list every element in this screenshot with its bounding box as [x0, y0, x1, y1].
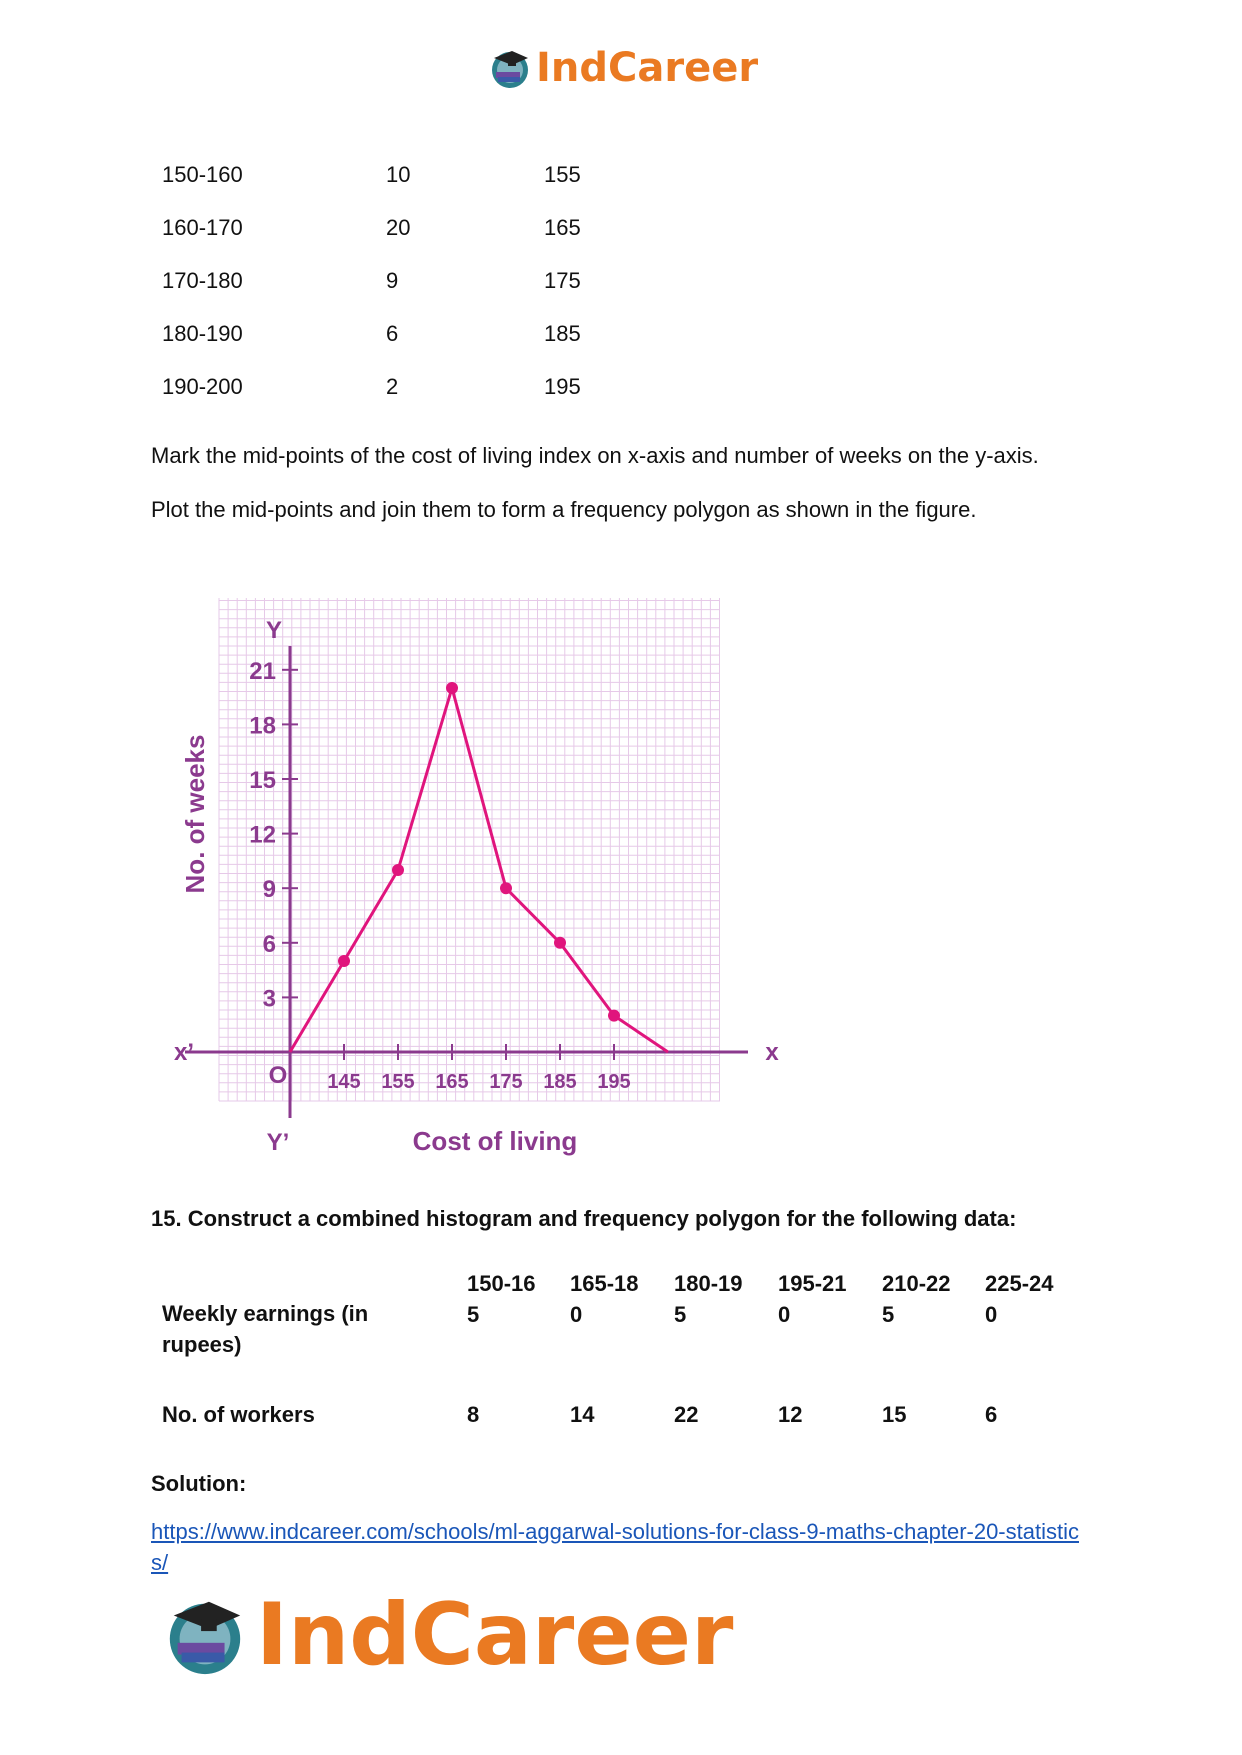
earnings-cell: 225-240: [985, 1271, 1054, 1327]
x-axis-negative-label: x’: [173, 1039, 195, 1066]
x-tick-label: 175: [489, 1071, 523, 1093]
table-cell: 170-180: [162, 268, 243, 293]
y-axis-title: No. of weeks: [180, 734, 210, 894]
x-axis-positive-label: x: [765, 1039, 779, 1066]
table-cell: 2: [386, 374, 399, 399]
table-cell: 195: [544, 374, 581, 399]
header-logo-text: IndCareer: [536, 45, 759, 91]
table-cell: 165: [544, 215, 581, 240]
table-cell: 20: [386, 215, 411, 240]
y-tick-label: 12: [249, 821, 276, 849]
x-tick-label: 185: [543, 1071, 577, 1093]
workers-cell: 22: [674, 1402, 699, 1427]
y-tick-label: 15: [249, 767, 276, 794]
chart-grid: [219, 598, 720, 1101]
row-header-workers: No. of workers: [162, 1402, 315, 1427]
solution-link[interactable]: https://www.indcareer.com/schools/ml-aggarwal-solutions-for-class-9-maths-chapter-20-statistics/: [151, 1519, 1079, 1575]
data-point: [608, 1010, 620, 1022]
y-tick-label: 9: [262, 876, 276, 904]
y-tick-label: 3: [262, 985, 276, 1013]
table-cell: 150-160: [162, 162, 243, 187]
footer-logo: [162, 1585, 733, 1685]
instruction-paragraph-2: Plot the mid-points and join them to form a frequency polygon as shown in the figure.: [151, 497, 977, 522]
question-15-heading: 15. Construct a combined histogram and frequency polygon for the following data:: [151, 1206, 1017, 1231]
x-tick-label: 165: [435, 1071, 469, 1093]
earnings-table: [151, 1260, 1081, 1440]
table-cell: 175: [544, 268, 581, 293]
data-point: [500, 882, 512, 894]
table-cell: 6: [386, 321, 399, 346]
table-cell: 190-200: [162, 374, 243, 399]
workers-cell: 15: [882, 1402, 907, 1427]
data-point: [338, 955, 350, 967]
workers-cell: 8: [467, 1402, 480, 1427]
y-tick-label: 18: [249, 712, 276, 740]
earnings-cell: 180-195: [674, 1271, 743, 1327]
earnings-cell: 165-180: [570, 1271, 639, 1327]
table-cell: 185: [544, 321, 581, 346]
x-axis-title: Cost of living: [412, 1126, 578, 1156]
y-axis-negative-label: Y’: [266, 1129, 290, 1156]
workers-cell: 14: [570, 1402, 595, 1427]
x-tick-label: 195: [597, 1071, 631, 1093]
table-cell: 160-170: [162, 215, 243, 240]
workers-cell: 6: [985, 1402, 998, 1427]
footer-logo-text: IndCareer: [256, 1585, 734, 1685]
y-tick-label: 6: [262, 930, 276, 958]
graduation-book-icon: [488, 46, 532, 90]
data-point: [446, 682, 458, 694]
workers-cell: 12: [778, 1402, 803, 1427]
header-logo: [488, 40, 758, 96]
earnings-cell: 150-165: [467, 1271, 536, 1327]
graduation-book-icon: [162, 1592, 248, 1678]
x-tick-label: 155: [381, 1071, 415, 1093]
table-cell: 155: [544, 162, 581, 187]
solution-label: Solution:: [151, 1471, 247, 1496]
y-tick-label: 21: [249, 657, 276, 685]
x-tick-label: 145: [327, 1071, 361, 1093]
earnings-cell: 210-225: [882, 1271, 951, 1327]
instruction-paragraph-1: Mark the mid-points of the cost of living index on x-axis and number of weeks on the y-axis.: [151, 443, 1039, 468]
frequency-polygon-chart: [160, 590, 800, 1160]
table-cell: 180-190: [162, 321, 243, 346]
origin-label: O: [268, 1062, 288, 1089]
table-cell: 9: [386, 268, 399, 293]
table-cell: 10: [386, 162, 411, 187]
data-point: [392, 864, 404, 876]
row-header-earnings: Weekly earnings (in rupees): [162, 1301, 369, 1357]
y-axis-positive-label: Y: [265, 617, 283, 644]
earnings-cell: 195-210: [778, 1271, 847, 1327]
data-point: [554, 937, 566, 949]
